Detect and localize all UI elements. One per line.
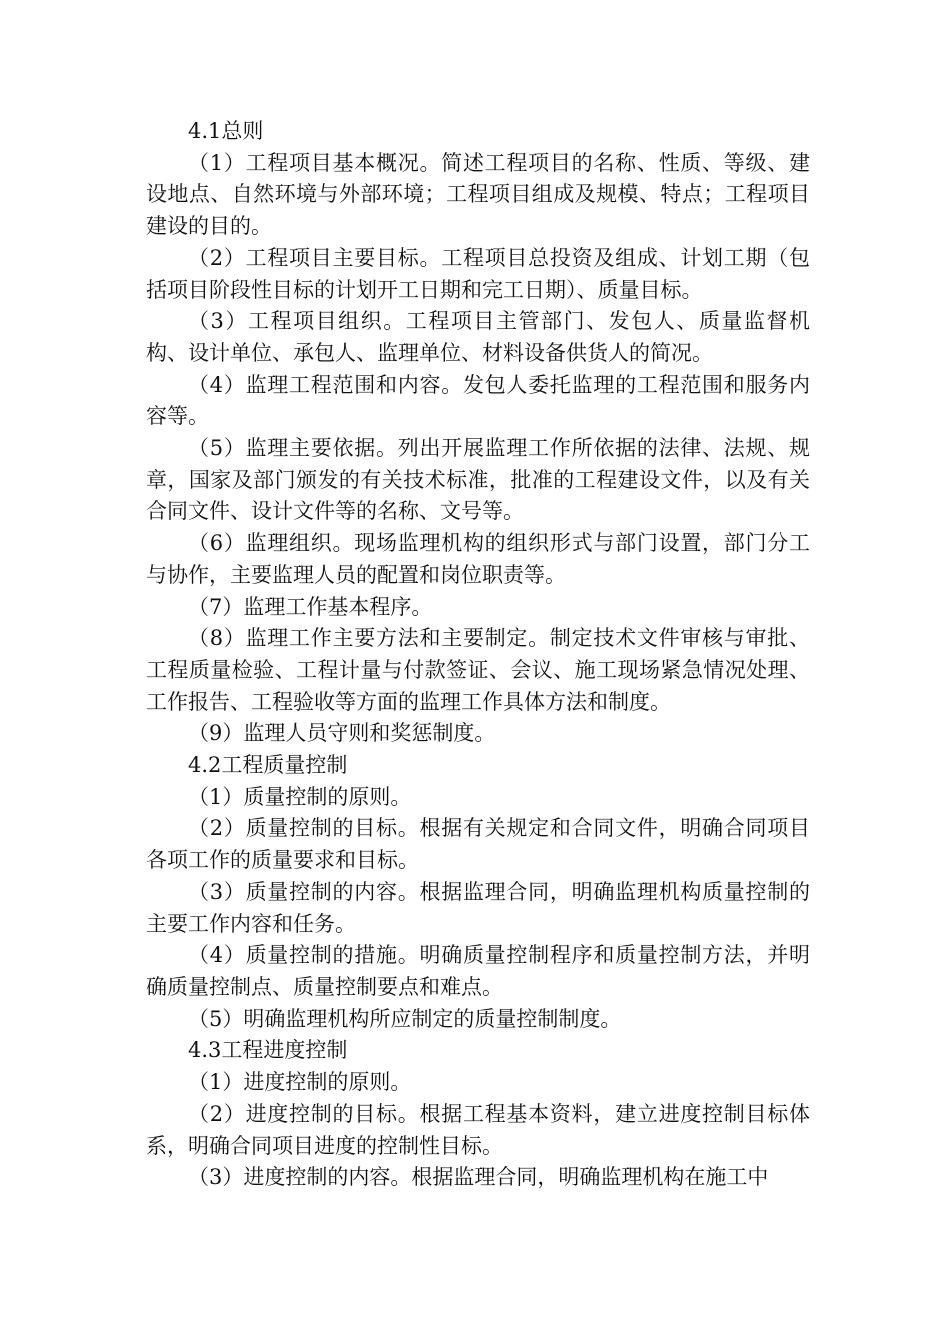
document-body	[146, 116, 810, 1194]
paragraph-project-goals: （2）工程项目主要目标。工程项目总投资及组成、计划工期（包括项目阶段性目标的计划开工日期和完工日期）、质量目标。	[146, 245, 810, 302]
paragraph-staff-rules: （9）监理人员守则和奖惩制度。	[188, 721, 496, 746]
paragraph-schedule-principles: （1）进度控制的原则。	[188, 1070, 412, 1095]
paragraph-quality-principles: （1）质量控制的原则。	[188, 784, 412, 809]
paragraph-supervision-scope: （4）监理工程范围和内容。发包人委托监理的工程范围和服务内容等。	[146, 372, 810, 429]
paragraph-quality-measures: （4）质量控制的措施。明确质量控制程序和质量控制方法，并明确质量控制点、质量控制要点和难点。	[146, 943, 810, 999]
paragraph-project-organization: （3）工程项目组织。工程项目主管部门、发包人、质量监督机构、设计单位、承包人、监理单位、材料设备供货人的简况。	[146, 309, 810, 365]
paragraph-supervision-basis: （5）监理主要依据。列出开展监理工作所依据的法律、法规、规章，国家及部门颁发的有关技术标准，批准的工程建设文件，以及有关合同文件、设计文件等的名称、文号等。	[146, 436, 810, 524]
section-heading-4-3: 4.3工程进度控制	[188, 1038, 348, 1063]
paragraph-basic-procedure: （7）监理工作基本程序。	[188, 594, 433, 619]
paragraph-methods-and-systems: （8）监理工作主要方法和主要制定。制定技术文件审核与审批、工程质量检验、工程计量与付款签证、会议、施工现场紧急情况处理、工作报告、工程验收等方面的监理工作具体方法和制度。	[146, 626, 810, 714]
paragraph-quality-content: （3）质量控制的内容。根据监理合同，明确监理机构质量控制的主要工作内容和任务。	[146, 879, 810, 936]
section-heading-4-2: 4.2工程质量控制	[188, 753, 348, 778]
paragraph-schedule-goals: （2）进度控制的目标。根据工程基本资料，建立进度控制目标体系，明确合同项目进度的控制性目标。	[146, 1101, 810, 1158]
paragraph-quality-systems: （5）明确监理机构所应制定的质量控制制度。	[188, 1006, 622, 1031]
paragraph-schedule-content: （3）进度控制的内容。根据监理合同，明确监理机构在施工中	[188, 1165, 769, 1190]
paragraph-project-overview: （1）工程项目基本概况。简述工程项目的名称、性质、等级、建设地点、自然环境与外部环境；工程项目组成及规模、特点；工程项目建设的目的。	[146, 150, 810, 239]
section-heading-4-1: 4.1总则	[188, 119, 264, 143]
paragraph-quality-goals: （2）质量控制的目标。根据有关规定和合同文件，明确合同项目各项工作的质量要求和目标。	[146, 816, 810, 873]
paragraph-supervision-organization: （6）监理组织。现场监理机构的组织形式与部门设置，部门分工与协作，主要监理人员的配置和岗位职责等。	[146, 531, 810, 587]
